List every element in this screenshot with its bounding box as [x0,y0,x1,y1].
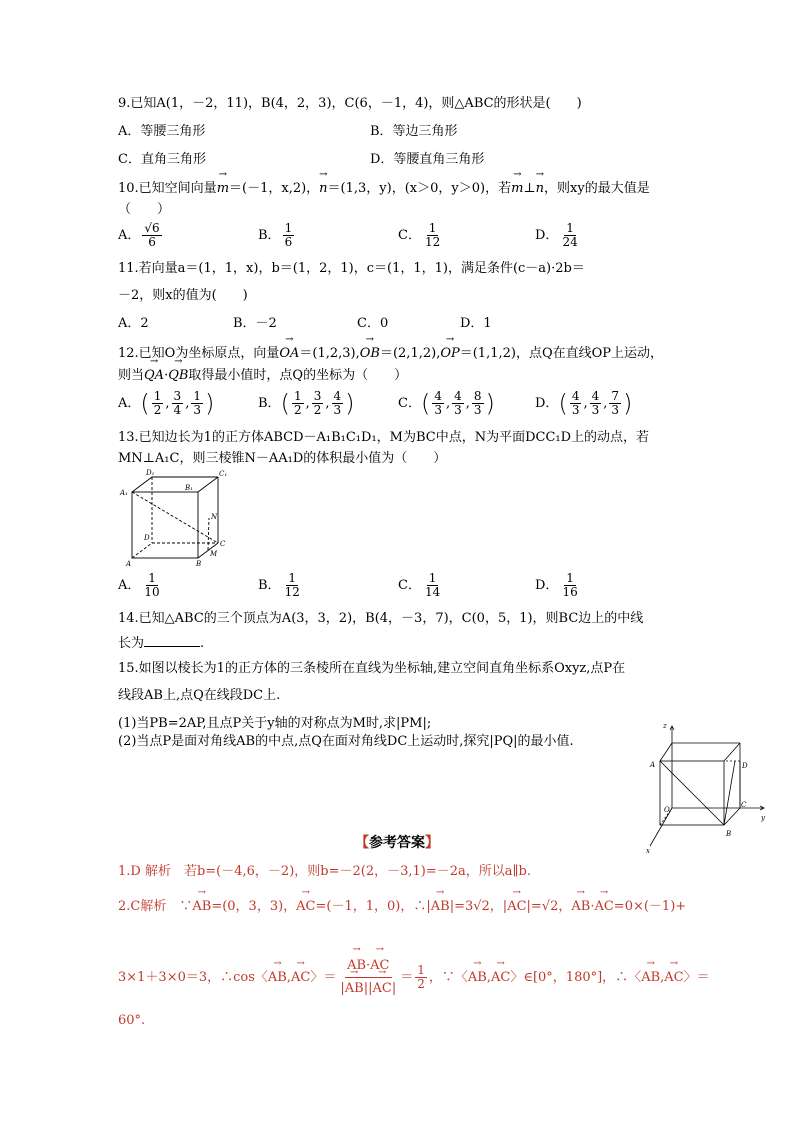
q12-line2 [118,367,407,385]
q9-option-d: D．等腰直角三角形 [370,152,485,167]
q10-n-value: ＝(1,3，y)， [327,181,405,196]
q12-option-a: A．( $\frac{1}{2}$ , $\frac{3}{4}$ , $\frac{1}{3}$ ) [118,389,215,418]
a2-half-den: 2 [417,977,425,991]
q12-c-f2-num: 4 [454,389,462,403]
q14-line2a: 长为 [118,636,145,651]
a2-l2d: 〉∈[0°，180°]，∴〈 [510,970,642,985]
q10-perp: ⊥ [523,181,536,196]
q12-c-f1-num: 4 [434,389,442,403]
q15-line1: 15.如图以棱长为1的正方体的三条棱所在直线为坐标轴,建立空间直角坐标系Oxyz,点P在 [118,661,626,676]
q12-b-label: B． [258,396,281,411]
a2-ab-1: → AB [192,898,211,916]
a2-half-num: 1 [417,963,425,977]
q13-label-n: N [211,513,218,521]
a2-dot-1: · [590,899,595,914]
answers-title-text: 参考答案 [369,835,425,851]
q9-option-a: A．等腰三角形 [118,124,206,139]
q13-b-den: 12 [284,585,300,599]
q11-option-a: A．2 [118,316,149,331]
q10-b-den: 6 [284,235,293,249]
q12-c-f3-num: 8 [473,389,482,403]
q13-d-den: 16 [562,585,578,599]
q13-label-d1: D₁ [146,469,155,477]
q10-post: ，则xy的最大值是 [544,181,650,196]
q10-c-den: 12 [424,235,441,249]
a2-comma-1: , [286,970,292,985]
q11-line1: 11.若向量a＝(1，1，x)，b＝(1，2，1)，c＝(1，1，1)，满足条件(c－a)·2b＝ [118,261,585,276]
answers-title [0,832,794,852]
q13-label-a: A [126,560,132,568]
a2-ac-1: → AC [296,898,315,916]
q9-option-b: B．等边三角形 [370,124,458,139]
q13-d-num: 1 [566,571,574,585]
q9-stem: 9.已知A(1，－2，11)，B(4，2，3)，C(6，－1，4)，则△ABC的形状是( ) [118,96,582,111]
q13-c-den: 14 [424,585,441,599]
q15-part2: (2)当点P是面对角线AB的中点,点Q在面对角线DC上运动时,探究|PQ|的最小值. [118,734,574,749]
q12-line1b: ，点Q在直线OP上运动， [515,346,664,361]
q12-b-f1-den: 2 [293,403,302,417]
a2-cos-fraction [338,955,398,1000]
q12-a-f3-den: 3 [193,403,201,417]
q11-option-c: C．0 [357,316,389,331]
q9-option-c: C．直角三角形 [118,152,206,167]
q10-d-num: 1 [566,221,574,235]
q10-b-num: 1 [284,221,293,235]
q10-option-a [118,222,164,249]
q10-option-b [258,222,296,249]
a2-ac-8: → AC [664,969,683,987]
q13-label-b: B [196,560,202,568]
q12-ob-val: ＝(2,1,2), [379,346,441,361]
q15-label-c: C [741,801,747,809]
q12-op-val: ＝(1,1,2) [459,346,516,361]
q15-label-x: x [646,847,650,855]
q10-a-num: √6 [144,221,160,235]
q13-b-num: 1 [288,571,297,585]
a2-ab-4: → AB [268,969,287,987]
q12-option-b: B．( $\frac{1}{2}$ , $\frac{3}{2}$ , $\frac{4}{3}$ ) [258,389,355,418]
q14-line2 [118,633,204,653]
answer-2-line1 [118,898,686,916]
answers-title-bracket-left: 【 [355,835,369,851]
q12-line2b: 取得最小值时，点Q的坐标为（ ） [188,368,408,383]
a2-ab-7: → AB [468,969,487,987]
q10-a-den: 6 [148,235,156,249]
q15-label-b: B [726,830,732,838]
q12-option-d: D．( $\frac{4}{3}$ , $\frac{4}{3}$ , $\frac{7}{3}$ ) [535,389,633,418]
q13-option-a [118,572,164,599]
q13-label-b1: B₁ [185,484,193,492]
q13-b-label: B． [258,578,281,593]
a2-ac-5: → AC [370,955,389,977]
q12-a-label: A． [118,396,141,411]
q10-m-vector-2: → m [511,180,523,198]
q12-qa: → QA [144,367,164,385]
q12-d-label: D． [535,396,559,411]
a2-ab-2: → AB [431,898,450,916]
q13-option-d [535,572,582,599]
q12-c-f2-den: 3 [454,403,462,417]
q14-line2b: . [200,636,205,651]
q12-d-f2-den: 3 [591,403,600,417]
q10-c-num: 1 [428,221,437,235]
q15-label-o: O [664,806,670,814]
q13-label-d: D [144,534,150,542]
q10-a-label: A． [118,228,141,243]
a2-ac-6: → AC [372,978,391,1000]
q13-a-label: A． [118,578,141,593]
q12-option-c: C．( $\frac{4}{3}$ , $\frac{4}{3}$ , $\frac{8}{3}$ ) [398,389,495,418]
q12-a-f1-num: 1 [153,389,162,403]
q12-b-f3-num: 4 [333,389,342,403]
a2-ac-val: =(－1，1，0)，∴| [315,899,431,914]
a2-l2e: 〉＝ [683,970,710,985]
a2-l2a: 3×1＋3×0＝3，∴cos〈 [118,970,268,985]
q15-part1: (1)当PB=2AP,且点P关于y轴的对称点为M时,求|PM|; [118,716,432,731]
a2-ab-abs: |=3√2，| [449,899,508,914]
q10-d-den: 24 [562,235,578,249]
a2-ac-3: → AC [594,898,613,916]
q12-b-f1-num: 1 [293,389,302,403]
a2-abs-2: || [363,981,373,996]
q12-b-f3-den: 3 [333,403,342,417]
q10-option-d [535,222,582,249]
q13-d-label: D． [535,578,559,593]
q10-c-label: C． [398,228,421,243]
q12-c-f1-den: 3 [434,403,442,417]
q12-qb: → QB [168,367,188,385]
q13-line1: 13.已知边长为1的正方体ABCD－A₁B₁C₁D₁，M为BC中点，N为平面DCC₁D上的动点，若 [118,430,650,445]
a2-dot-2: · [366,958,371,973]
q10-stem [118,180,650,198]
answers-title-bracket-right: 】 [425,835,439,851]
a2-comma-3: , [660,970,665,985]
q11-option-d: D．1 [460,316,492,331]
q12-c-f3-den: 3 [473,403,482,417]
q10-m-value: ＝(－1，x,2)， [229,181,320,196]
q11-option-b: B．－2 [233,316,277,331]
answer-2-line2 [118,955,710,1000]
a2-l2b: 〉＝ [310,970,337,985]
q12-d-f3-num: 7 [611,389,620,403]
q12-d-f1-den: 3 [571,403,580,417]
q12-d-f1-num: 4 [571,389,580,403]
a2-l1b: =0×(－1)+ [613,899,687,914]
a2-ab-8: → AB [641,969,660,987]
q14-line1: 14.已知△ABC的三个顶点为A(3，3，2)，B(4，－3，7)，C(0，5，1)，则BC边上的中线 [118,611,644,626]
q12-d-f2-num: 4 [591,389,600,403]
a2-ac-abs: |=√2， [526,899,572,914]
q12-dot: · [164,368,169,383]
q15-label-z: z [663,722,667,730]
a2-ac-4: → AC [291,969,310,987]
q13-option-c [398,572,444,599]
q12-a-f2-num: 3 [173,389,182,403]
q10-option-c [398,222,444,249]
q15-label-d: D [742,762,748,770]
q10-paren: （ ） [118,202,171,217]
q10-n-vector-2: → n [536,180,544,198]
a2-ac-2: → AC [507,898,526,916]
answer-2-line3: 60°. [118,1013,146,1028]
q12-ob: → OB [360,345,380,363]
q12-oa-val: ＝(1,2,3), [299,346,360,361]
q13-line2: MN⊥A₁C，则三棱锥N－AA₁D的体积最小值为（ ） [118,451,447,466]
q13-label-c: C [220,540,226,548]
q13-a-den: 10 [144,585,160,599]
a2-ab-5: → AB [347,955,366,977]
q13-c-num: 1 [428,571,437,585]
q13-a-num: 1 [148,571,156,585]
a2-abs-1: | [340,981,345,996]
q10-pre: 10.已知空间向量 [118,181,217,196]
q12-line1 [118,345,663,363]
q12-line2a: 则当 [118,368,145,383]
q10-m-vector: → m [217,180,229,198]
q14-answer-blank[interactable] [144,633,200,647]
q13-c-label: C． [398,578,421,593]
q12-a-f3-num: 1 [193,389,201,403]
q12-c-label: C． [398,396,421,411]
a2-abs-3: | [391,981,397,996]
q12-d-f3-den: 3 [611,403,620,417]
q12-b-f2-num: 3 [313,389,322,403]
a2-ac-7: → AC [491,969,510,987]
q12-line1a: 12.已知O为坐标原点，向量 [118,346,280,361]
q13-label-m: M [210,550,218,558]
q15-line2: 线段AB上,点Q在线段DC上. [118,688,281,703]
q15-label-y: y [761,814,765,822]
q12-a-f2-den: 4 [173,403,182,417]
q10-d-label: D． [535,228,559,243]
q10-condition: (x＞0，y＞0)，若 [404,181,512,196]
a2-comma-2: , [486,970,491,985]
q12-op: → OP [440,345,459,363]
a2-ab-6: → AB [345,978,364,1000]
q12-oa: → OA [279,345,299,363]
a2-l2c: ，∵〈 [428,970,468,985]
a2-ab-val: =(0，3，3)， [211,899,297,914]
answer-1: 1.D 解析 若b=(－4,6，－2)，则b=－2(2，－3,1)=－2a，所以a∥b. [118,864,531,879]
a2-ab-3: → AB [571,898,590,916]
q13-label-a1: A₁ [120,489,128,497]
q12-b-f2-den: 2 [313,403,322,417]
q11-line2: －2，则x的值为( ) [118,288,248,303]
q13-option-b [258,572,304,599]
q13-cube-figure [118,468,233,570]
q10-n-vector: → n [319,180,327,198]
q15-label-a: A [650,761,656,769]
a2-eq: ＝ [400,970,414,985]
q12-a-f1-den: 2 [153,403,162,417]
q10-b-label: B． [258,228,281,243]
a2-l1a: 2.C解析 ∵ [118,899,193,914]
q13-label-c1: C₁ [219,470,228,478]
